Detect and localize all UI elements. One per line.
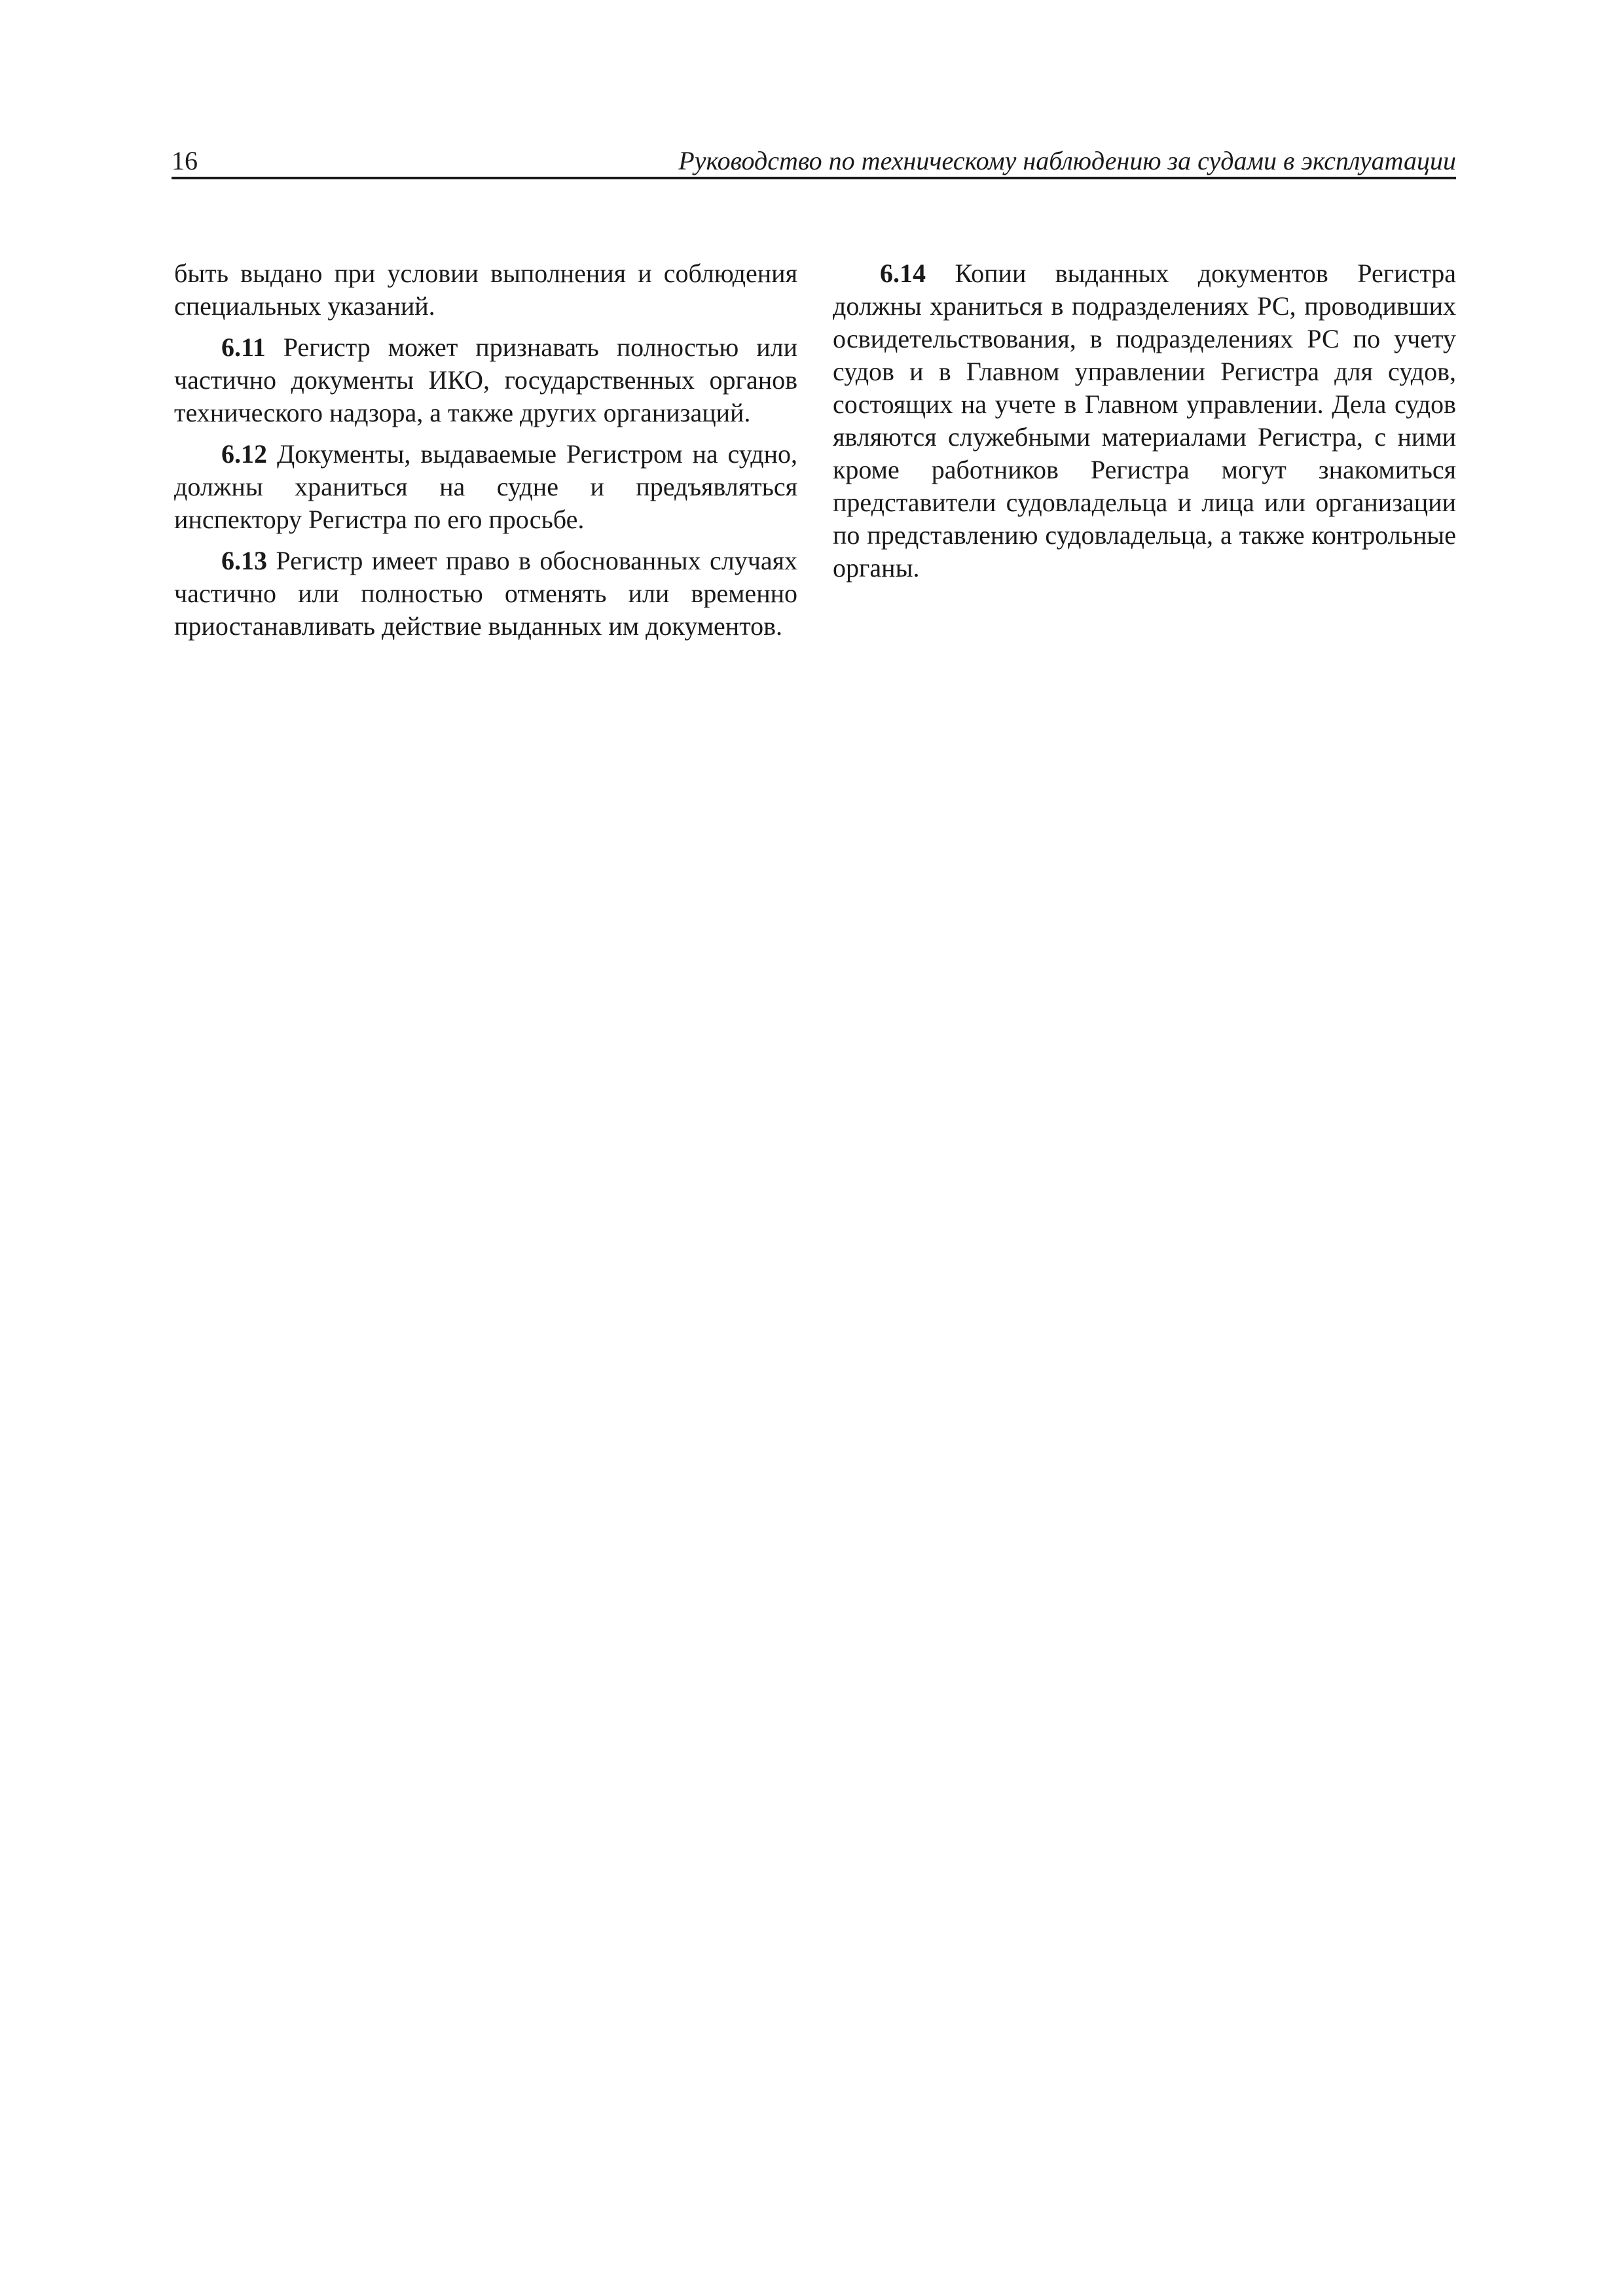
right-column	[833, 257, 1456, 593]
paragraph-6-14	[833, 257, 1456, 584]
paragraph-number: 6.12	[221, 439, 267, 469]
page-header	[172, 145, 1456, 178]
paragraph-number: 6.14	[880, 259, 926, 288]
paragraph-6-13	[174, 545, 797, 643]
paragraph-number: 6.13	[221, 546, 267, 575]
paragraph-text: Регистр имеет право в обоснованных случаях частично или полностью отменять или временно приостанавливать действие выданных им документов.	[174, 546, 797, 641]
header-rule	[172, 177, 1456, 179]
page-number: 16	[172, 146, 198, 175]
left-column	[174, 257, 797, 651]
paragraph-text: Документы, выдаваемые Регистром на судно, должны храниться на судне и предъявляться инспектору Регистра по его просьбе.	[174, 439, 797, 534]
running-title: Руководство по техническому наблюдению за судами в эксплуатации	[678, 146, 1456, 175]
paragraph-6-12	[174, 438, 797, 536]
continuation-paragraph: быть выдано при условии выполнения и соблюдения специальных указаний.	[174, 259, 797, 321]
paragraph-number: 6.11	[221, 332, 266, 362]
paragraph-text: Копии выданных документов Регистра должны храниться в подразделениях РС, проводивших освидетельствования, в подразделениях РС по учету судов и в Главном управлении Регистра для судов, состоящих на учете в Главном управлении. Дела судов являются служебными материалами Регистра, с ними кроме работников Регистра могут знакомиться представители судовладельца и лица или организации по представлению судовладельца, а также контрольные органы.	[833, 259, 1456, 583]
paragraph-6-11	[174, 331, 797, 429]
paragraph-text: Регистр может признавать полностью или частично документы ИКО, государственных органов технического надзора, а также других организаций.	[174, 332, 797, 427]
